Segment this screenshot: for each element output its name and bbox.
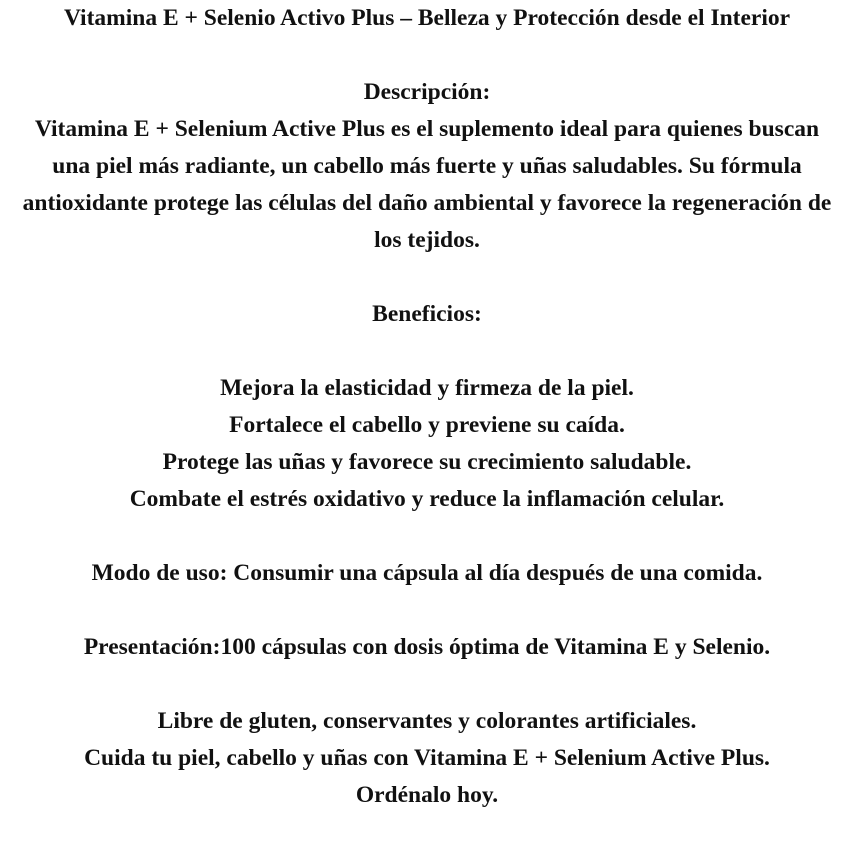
usage-text: Modo de uso: Consumir una cápsula al día después de una comida. xyxy=(91,560,763,586)
benefit-item: Combate el estrés oxidativo y reduce la inflamación celular. xyxy=(129,486,725,512)
description-body: Vitamina E + Selenium Active Plus es el suplemento ideal para quienes buscan una piel más radiante, un cabello más fuerte y uñas saludables. Su fórmula antioxidante protege las células del daño ambiental y favorece la regeneración de los tejidos. xyxy=(22,116,832,253)
benefits-heading: Beneficios: xyxy=(372,301,482,327)
spacer xyxy=(14,666,840,703)
description-heading: Descripción: xyxy=(363,79,491,105)
spacer xyxy=(14,37,840,74)
order-now-text: Ordénalo hoy. xyxy=(355,782,499,808)
call-to-action-text: Cuida tu piel, cabello y uñas con Vitamina E + Selenium Active Plus. xyxy=(84,745,770,771)
benefit-item: Mejora la elasticidad y firmeza de la piel. xyxy=(220,375,634,401)
spacer xyxy=(14,518,840,555)
page-title: Vitamina E + Selenio Activo Plus – Belleza y Protección desde el Interior xyxy=(63,5,791,31)
benefits-list xyxy=(14,370,840,518)
free-from-text: Libre de gluten, conservantes y colorantes artificiales. xyxy=(157,708,697,734)
spacer xyxy=(14,333,840,370)
benefit-item: Fortalece el cabello y previene su caída. xyxy=(229,412,625,438)
spacer xyxy=(14,259,840,296)
spacer xyxy=(14,592,840,629)
presentation-text: Presentación:100 cápsulas con dosis óptima de Vitamina E y Selenio. xyxy=(83,634,771,660)
benefit-item: Protege las uñas y favorece su crecimiento saludable. xyxy=(162,449,692,475)
